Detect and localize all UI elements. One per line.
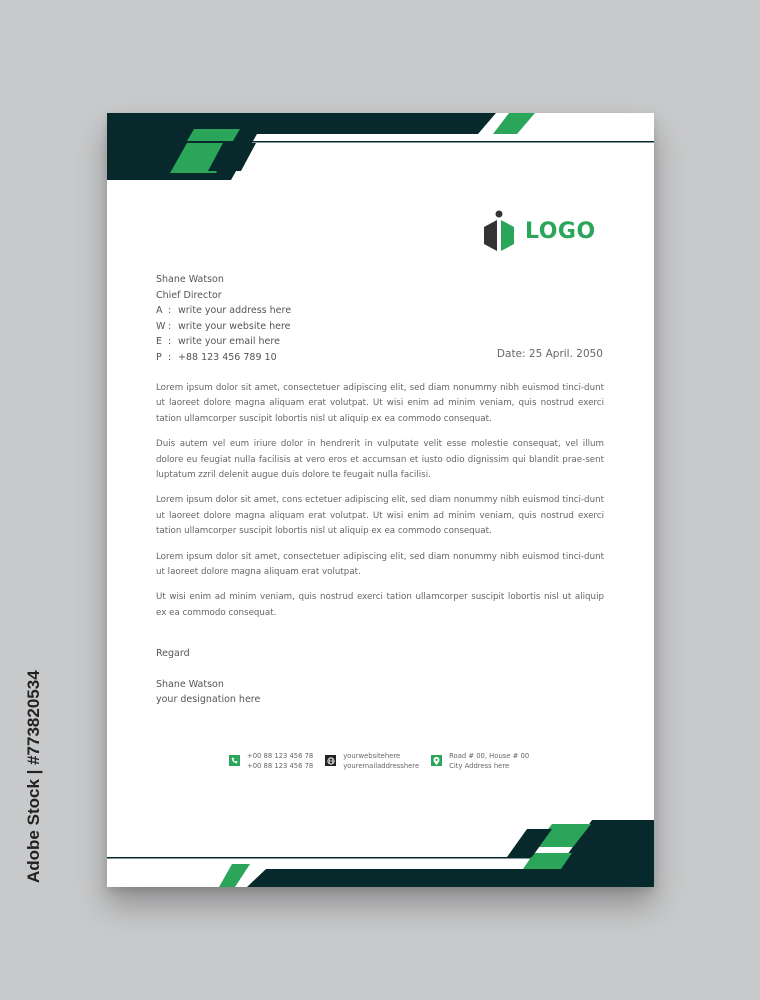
footer-green-stripe-left (219, 864, 250, 887)
side-watermark: Adobe Stock | #773820534 (24, 670, 43, 883)
contact-website (156, 319, 291, 335)
footer-phone (229, 752, 313, 771)
body-paragraph: Duis autem vel eum iriure dolor in hendrerit in vulputate velit esse molestie consequat, vel illum dolore eu feugiat nulla facilisis at vero eros et accumsan et iusto odio dignissim qui blandit prae-sent luptatum zzril delenit augue duis dolore te feugait nulla facilisi. (156, 439, 604, 481)
contact-key: P (156, 351, 162, 363)
sender-block (156, 272, 291, 365)
sender-title: Chief Director (156, 289, 222, 301)
body-paragraph: Ut wisi enim ad minim veniam, quis nostrud exerci tation ullamcorper suscipit lobortis nisl ut aliquip ex ea commodo consequat. (156, 592, 604, 618)
contact-value: +88 123 456 789 10 (178, 351, 277, 363)
closing-name: Shane Watson (156, 678, 224, 690)
contact-key: E (156, 336, 163, 347)
body-paragraph: Lorem ipsum dolor sit amet, cons ectetuer adipiscing elit, sed diam nonummy nibh euismod tinci-dunt ut laoreet dolore magna aliquam erat volutpat. Ut wisi enim ad minim veniam, quis nostrud exerci tation ullamcorper suscipit lobortis nisl ut aliquip ex ea commodo consequat. (156, 495, 604, 537)
contact-value: write your email here (178, 336, 280, 347)
contact-separator: : (168, 320, 172, 332)
sender-name: Shane Watson (156, 274, 224, 285)
footer-rule (107, 857, 554, 859)
footer-website: yourwebsitehere (343, 752, 401, 760)
body-paragraph: Lorem ipsum dolor sit amet, consectetuer adipiscing elit, sed diam nonummy nibh euismod tinci-dunt ut laoreet dolore magna aliquam erat volutpat. (156, 551, 604, 578)
letter-body (156, 381, 604, 631)
company-logo (483, 210, 596, 252)
globe-icon (325, 755, 336, 766)
closing-designation: your designation here (156, 694, 261, 705)
footer-web (325, 752, 419, 771)
header-rule (248, 141, 654, 143)
header-decoration (107, 113, 654, 183)
contact-separator: : (168, 336, 172, 347)
footer-phone-line2: +00 88 123 456 78 (247, 761, 314, 770)
contact-value: write your address here (178, 305, 292, 316)
location-pin-icon (431, 755, 442, 766)
logo-text: LOGO (525, 218, 596, 244)
footer-email: youremailaddresshere (343, 761, 420, 770)
closing-regard: Regard (156, 648, 190, 659)
header-green-stripe-right (493, 113, 535, 134)
contact-separator: : (168, 351, 172, 363)
contact-key: A (156, 305, 163, 316)
footer-address (431, 752, 529, 771)
contact-phone (156, 350, 291, 366)
contact-value: write your website here (178, 320, 291, 332)
letter-date: Date: 25 April. 2050 (496, 348, 603, 360)
hexagon-logo-icon (483, 210, 515, 252)
contact-address (156, 303, 291, 319)
contact-separator: : (168, 305, 172, 316)
footer-address-line2: City Address here (449, 761, 510, 770)
footer-decoration (107, 813, 654, 887)
footer-address-line1: Road # 00, House # 00 (449, 752, 530, 760)
contact-key: W (156, 320, 166, 332)
phone-icon (229, 755, 240, 766)
body-paragraph: Lorem ipsum dolor sit amet, consectetuer adipiscing elit, sed diam nonummy nibh euismod tinci-dunt ut laoreet dolore magna aliquam erat volutpat. Ut wisi enim ad minim veniam, quis nostrud exerci tation ullamcorper suscipit lobortis nisl ut aliquip ex ea commodo consequat. (156, 383, 604, 424)
footer-contacts (229, 752, 541, 771)
header-green-stripe-a (187, 129, 240, 141)
letterhead-page (107, 113, 654, 887)
header-dark-band (107, 113, 496, 180)
closing-block (156, 646, 260, 708)
contact-email (156, 334, 291, 350)
footer-phone-line1: +00 88 123 456 78 (247, 752, 314, 760)
footer-dark-band (247, 820, 654, 887)
